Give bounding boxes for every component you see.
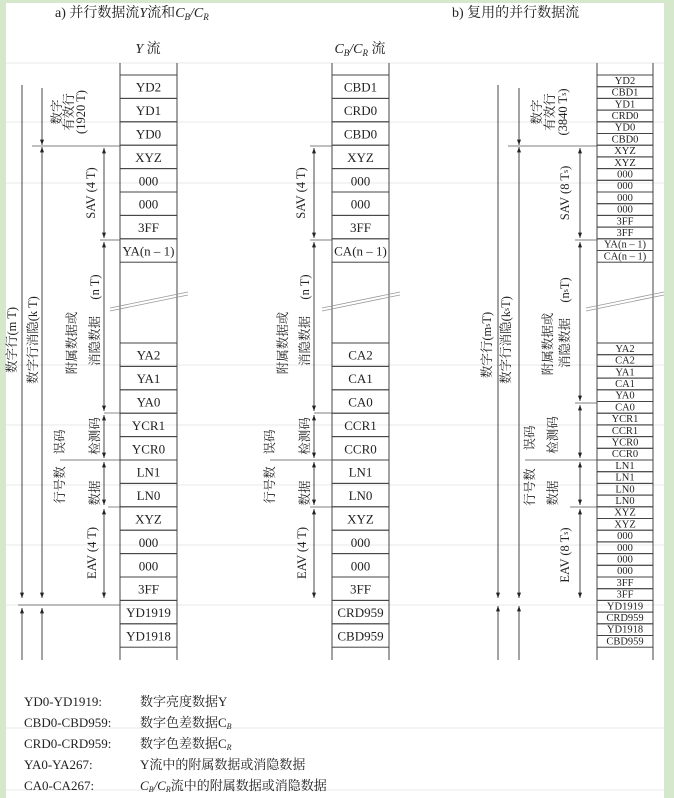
word-cell-label: YA1 [615, 367, 635, 379]
title-b: b) 复用的并行数据流 [452, 6, 580, 21]
label-digital: 数字 [530, 99, 544, 125]
word-cell-label: CA2 [615, 355, 635, 367]
word-cell-label: CBD959 [337, 628, 384, 644]
word-cell-label: CBD1 [343, 79, 378, 95]
label-nT: (n T) [88, 274, 102, 300]
word-cell-label: YD1919 [606, 601, 644, 613]
legend-key: CBD0-CBD959: [24, 715, 112, 730]
word-cell-label: YA2 [136, 347, 161, 363]
label-line-number: 行号数 [523, 468, 537, 506]
word-cell-label: CCR1 [344, 417, 377, 433]
word-cell-label: CBD959 [606, 636, 644, 648]
label-blanking: 消隐数据 [298, 315, 312, 367]
label-error: 误码 [523, 425, 537, 451]
word-cell-label: CCR0 [611, 449, 639, 461]
word-cell-label: 000 [617, 181, 633, 193]
word-cell-label: CA(n – 1) [603, 251, 647, 263]
word-cell-label: 3FF [350, 581, 371, 597]
word-cell-label: CCR0 [344, 441, 377, 457]
word-cell-label: LN1 [615, 472, 635, 484]
label-crc: 检测码 [546, 416, 560, 454]
legend-key: YD0-YD1919: [24, 694, 102, 709]
word-cell-label: LN0 [615, 495, 635, 507]
label-digital: 数字 [50, 99, 64, 125]
word-cell-label: 3FF [350, 220, 371, 236]
word-cell-label: XYZ [347, 149, 374, 165]
word-cell-label: CBD0 [343, 126, 378, 142]
word-cell-label: 000 [617, 566, 633, 578]
header-cbcr-stream: $C_B/C_R$ 流 [334, 42, 386, 58]
word-cell-label: CRD0 [611, 110, 639, 122]
word-cell-label: YCR1 [611, 414, 639, 426]
label-eav: EAV (8 Ts) [558, 527, 572, 583]
label-data: 数据 [88, 480, 102, 506]
word-cell-label: 3FF [616, 227, 634, 239]
word-cell-label: 3FF [616, 589, 634, 601]
word-cell-label: YD1 [614, 99, 636, 111]
word-cell-label: YD0 [135, 126, 162, 142]
label-active-line: 有效行 [62, 93, 76, 131]
label-line-number: 行号数 [263, 466, 277, 504]
legend-desc: CB/CR流中的附属数据或消隐数据 [140, 778, 327, 794]
word-cell-label: 000 [350, 196, 371, 212]
word-cell-label: 000 [350, 534, 371, 550]
word-cell-label: LN0 [615, 484, 635, 496]
word-cell-label: YA0 [136, 394, 161, 410]
word-cell-label: 000 [350, 558, 371, 574]
label-eav: EAV (4 T) [85, 526, 99, 580]
word-cell-label: XYZ [614, 507, 636, 519]
word-cell-label: YD1 [135, 103, 162, 119]
label-sav: SAV (4 T) [294, 167, 308, 219]
label-blanking: 消隐数据 [88, 315, 102, 367]
word-cell-label: 000 [350, 173, 371, 189]
word-cell-label: 000 [138, 173, 159, 189]
word-cell-label: CA(n – 1) [334, 243, 387, 259]
label-nT: (n T) [298, 274, 312, 300]
label-digital-line: 数字行(m T) [5, 306, 19, 374]
label-ancillary: 附属数据或 [276, 311, 290, 375]
word-cell-label: 000 [617, 542, 633, 554]
word-cell-label: LN1 [615, 460, 635, 472]
legend-key: CRD0-CRD959: [24, 736, 112, 751]
word-cell-label: YA0 [615, 390, 635, 402]
word-cell-label: CRD959 [606, 612, 644, 624]
word-cell-label: CA1 [615, 378, 635, 390]
label-digital-line: 数字行(msT) [480, 311, 494, 379]
label-active-line: 有效行 [543, 93, 557, 131]
word-cell-label: XYZ [135, 149, 162, 165]
word-cell-label: XYZ [614, 519, 636, 531]
word-cell-label: XYZ [347, 511, 374, 527]
word-cell-label: LN1 [136, 464, 161, 480]
legend-desc: Y流中的附属数据或消隐数据 [140, 757, 306, 772]
word-cell-label: YA2 [615, 343, 635, 355]
word-cell-label: LN0 [348, 488, 373, 504]
word-cell-label: 000 [138, 558, 159, 574]
word-cell-label: XYZ [614, 157, 636, 169]
word-cell-label: XYZ [614, 146, 636, 158]
word-cell-label: YD1919 [126, 605, 171, 621]
word-cell-label: 000 [617, 554, 633, 566]
legend-desc: 数字亮度数据Y [140, 694, 228, 709]
word-cell-label: CRD959 [337, 605, 384, 621]
word-cell-label: LN0 [136, 488, 161, 504]
word-cell-label: XYZ [135, 511, 162, 527]
title-a: a) 并行数据流Y流和$C_B/C_R$ [55, 6, 209, 22]
label-data: 数据 [546, 480, 560, 506]
label-eav: EAV (4 T) [295, 526, 309, 580]
word-cell-label: CCR1 [611, 425, 639, 437]
word-cell-label: 3FF [616, 216, 634, 228]
word-cell-label: 3FF [138, 220, 159, 236]
label-ancillary: 附属数据或 [65, 311, 79, 375]
legend-key: CA0-CA267: [24, 778, 95, 793]
label-nsT: (nsT) [558, 277, 572, 303]
word-cell-label: YA(n – 1) [122, 243, 175, 259]
word-cell-label: CA1 [348, 371, 373, 387]
word-cell-label: YD2 [135, 79, 162, 95]
word-cell-label: YD1918 [126, 628, 171, 644]
word-cell-label: CA0 [348, 394, 373, 410]
label-3840Ts: (3840 Ts) [556, 88, 570, 136]
word-cell-label: YA(n – 1) [604, 239, 646, 251]
legend-desc: 数字色差数据CR [140, 736, 232, 752]
word-cell-label: YA1 [136, 371, 161, 387]
word-cell-label: YD0 [614, 122, 636, 134]
word-cell-label: 000 [617, 192, 633, 204]
label-crc: 检测码 [88, 417, 102, 455]
label-line-blanking: 数字行消隐(ksT) [499, 296, 513, 384]
label-line-number: 行号数 [53, 466, 67, 504]
word-cell-label: 3FF [616, 577, 634, 589]
label-1920T: (1920 T) [74, 90, 88, 134]
label-sav: SAV (4 T) [84, 167, 98, 219]
header-y-stream: Y 流 [135, 42, 161, 57]
word-cell-label: YCR1 [131, 417, 166, 433]
label-line-blanking: 数字行消隐(k T) [26, 296, 40, 384]
label-data: 数据 [298, 480, 312, 506]
word-cell-label: CBD1 [611, 87, 639, 99]
word-cell-label: CBD0 [611, 134, 639, 146]
legend-key: YA0-YA267: [24, 757, 93, 772]
word-cell-label: YD1918 [606, 624, 644, 636]
word-cell-label: CRD0 [343, 103, 378, 119]
word-cell-label: CA2 [348, 347, 373, 363]
label-error: 误码 [263, 429, 277, 455]
legend-desc: 数字色差数据CB [140, 715, 232, 731]
word-cell-label: 000 [617, 169, 633, 181]
label-blanking: 消隐数据 [558, 317, 572, 369]
word-cell-label: 3FF [138, 581, 159, 597]
label-sav: SAV (8 Ts) [558, 165, 572, 221]
label-error: 误码 [53, 429, 67, 455]
word-cell-label: LN1 [348, 464, 373, 480]
word-cell-label: CA0 [615, 402, 635, 414]
word-cell-label: 000 [617, 204, 633, 216]
label-ancillary: 附属数据或 [541, 312, 555, 376]
label-crc: 检测码 [298, 417, 312, 455]
word-cell-label: 000 [138, 196, 159, 212]
word-cell-label: 000 [138, 534, 159, 550]
word-cell-label: YCR0 [611, 437, 639, 449]
word-cell-label: YCR0 [131, 441, 166, 457]
word-cell-label: YD2 [614, 75, 636, 87]
word-cell-label: 000 [617, 531, 633, 543]
